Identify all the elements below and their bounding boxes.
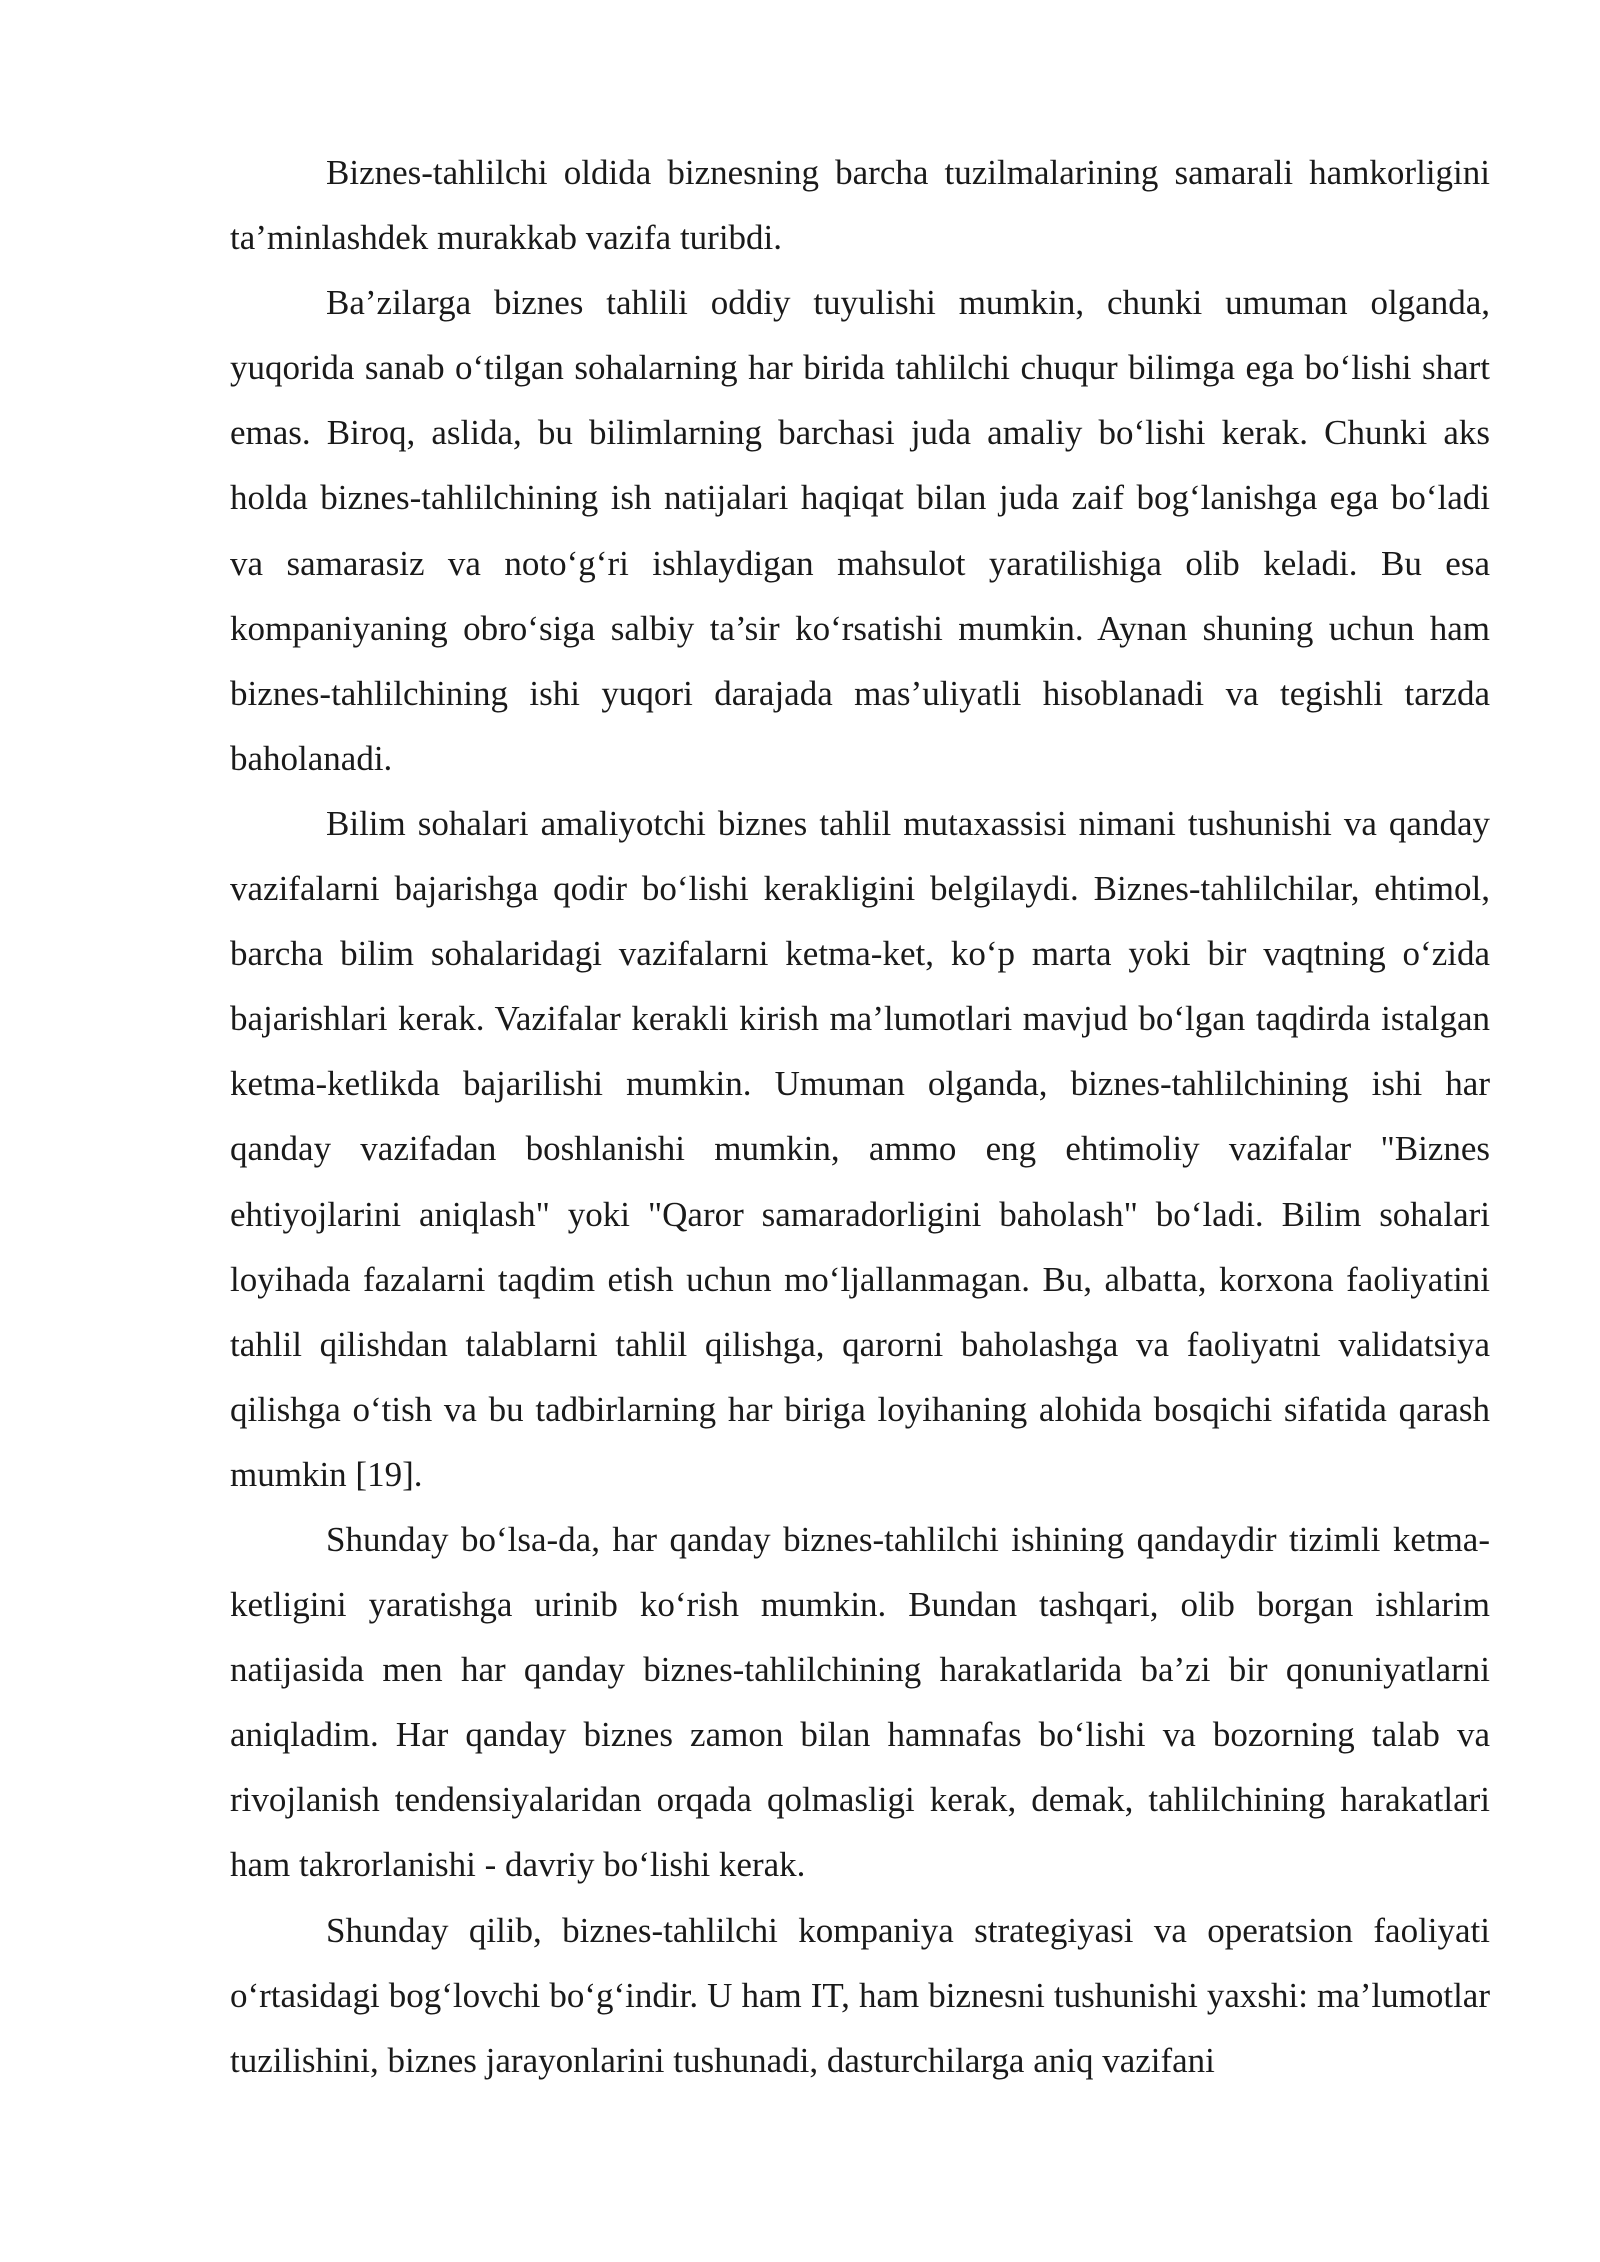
document-body xyxy=(230,140,1490,2093)
paragraph-2: Ba’zilarga biznes tahlili oddiy tuyulishi mumkin, chunki umuman olganda, yuqorida sanab o‘tilgan sohalarning har birida tahlilchi chuqur bilimga ega bo‘lishi shart emas. Biroq, aslida, bu bilimlarning barchasi juda amaliy bo‘lishi kerak. Chunki aks holda biznes-tahlilchining ish natijalari haqiqat bilan juda zaif bog‘lanishga ega bo‘ladi va samarasiz va noto‘g‘ri ishlaydigan mahsulot yaratilishiga olib keladi. Bu esa kompaniyaning obro‘siga salbiy ta’sir ko‘rsatishi mumkin. Aynan shuning uchun ham biznes-tahlilchining ishi yuqori darajada mas’uliyatli hisoblanadi va tegishli tarzda baholanadi. xyxy=(230,283,1490,778)
paragraph-1: Biznes-tahlilchi oldida biznesning barcha tuzilmalarining samarali hamkorligini ta’minlashdek murakkab vazifa turibdi. xyxy=(230,153,1490,258)
paragraph-4: Shunday bo‘lsa-da, har qanday biznes-tahlilchi ishining qandaydir tizimli ketma-ketligini yaratishga urinib ko‘rish mumkin. Bundan tashqari, olib borgan ishlarim natijasida men har qanday biznes-tahlilchining harakatlarida ba’zi bir qonuniyatlarni aniqladim. Har qanday biznes zamon bilan hamnafas bo‘lishi va bozorning talab va rivojlanish tendensiyalaridan orqada qolmasligi kerak, demak, tahlilchining harakatlari ham takrorlanishi - davriy bo‘lishi kerak. xyxy=(230,1519,1490,1885)
paragraph-3: Bilim sohalari amaliyotchi biznes tahlil mutaxassisi nimani tushunishi va qanday vazifalarni bajarishga qodir bo‘lishi kerakligini belgilaydi. Biznes-tahlilchilar, ehtimol, barcha bilim sohalaridagi vazifalarni ketma-ket, ko‘p marta yoki bir vaqtning o‘zida bajarishlari kerak. Vazifalar kerakli kirish ma’lumotlari mavjud bo‘lgan taqdirda istalgan ketma-ketlikda bajarilishi mumkin. Umuman olganda, biznes-tahlilchining ishi har qanday vazifadan boshlanishi mumkin, ammo eng ehtimoliy vazifalar "Biznes ehtiyojlarini aniqlash" yoki "Qaror samaradorligini baholash" bo‘ladi. Bilim sohalari loyihada fazalarni taqdim etish uchun mo‘ljallanmagan. Bu, albatta, korxona faoliyatini tahlil qilishdan talablarni tahlil qilishga, qarorni baholashga va faoliyatni validatsiya qilishga o‘tish va bu tadbirlarning har biriga loyihaning alohida bosqichi sifatida qarash mumkin [19]. xyxy=(230,803,1490,1494)
paragraph-5: Shunday qilib, biznes-tahlilchi kompaniya strategiyasi va operatsion faoliyati o‘rtasidagi bog‘lovchi bo‘g‘indir. U ham IT, ham biznesni tushunishi yaxshi: ma’lumotlar tuzilishini, biznes jarayonlarini tushunadi, dasturchilarga aniq vazifani xyxy=(230,1910,1490,2080)
